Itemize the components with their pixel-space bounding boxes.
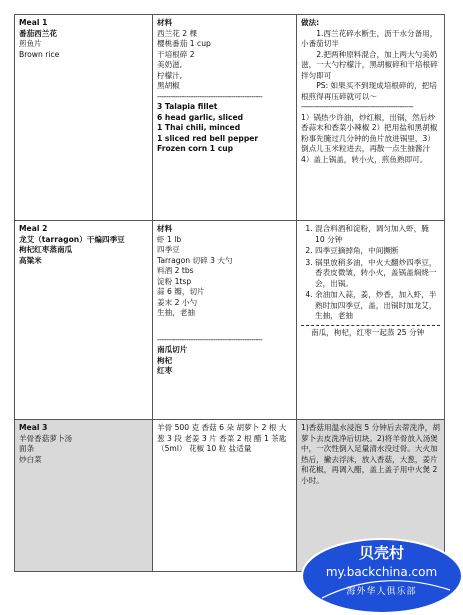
ingredient-line-bold: 南瓜切片 xyxy=(157,345,188,354)
meal-2-dish: 龙艾（tarragon）干煸四季豆 xyxy=(19,234,125,244)
method-paragraph: 2.把两种原料混合，加上两大勺美奶滋，一大勺柠檬汁，黑胡椒碎和干培根碎拌匀即可 xyxy=(301,49,438,80)
meal-2-method-cell xyxy=(297,221,445,420)
ingredient-line: 虾 1 lb xyxy=(157,234,182,244)
watermark-subtitle: 海外华人俱乐部 xyxy=(346,587,417,597)
method-paragraph: 1.西兰花碎水断生，沥干水分备用，小番茄切半 xyxy=(301,28,438,48)
ingredient-line-bold: 1 sliced red bell pepper xyxy=(157,133,259,143)
meal-2-dish: 枸杞红枣蒸南瓜 xyxy=(19,245,73,254)
meal-1-side: 煎鱼片 xyxy=(19,39,42,48)
dashed-separator: ----------------------------------------------- xyxy=(157,334,263,344)
meal-2-name-cell xyxy=(15,221,153,420)
method-step: 3. 锅里放稍多油，中火大翻炒四季豆，香表皮微皱，转小火，盖锅盖焖烧一会，出锅。 xyxy=(315,258,440,290)
method-paragraph: PS: 如果买不到现成培根碎的，把培根煎得再压碎就可以～ xyxy=(301,81,437,101)
meal-1-ingredients-cell xyxy=(153,15,297,221)
meal-2-title: Meal 2 xyxy=(19,224,48,233)
ingredient-line: 蒜 6 瓣，切片 xyxy=(157,287,205,296)
meal-3-dish: 面条 xyxy=(19,444,35,453)
watermark-url: my.backchina.com xyxy=(325,565,438,579)
meal-2-ingredients-cell xyxy=(153,221,297,420)
dashed-separator: ----------------------------------------------- xyxy=(157,91,263,101)
ingredient-line-bold: 6 head garlic, sliced xyxy=(157,112,244,122)
meal-1-side: Brown rice xyxy=(19,49,60,59)
method-heading: 做法: xyxy=(301,18,320,27)
ingredient-line: 料酒 2 tbs xyxy=(157,266,194,275)
ingredient-line: 四季豆 xyxy=(157,245,180,254)
method-paragraph: 1)香菇用温水浸泡 5 分钟后去蒂洗净，胡萝卜去皮洗净后切块。2)将羊骨放入汤煲中，一次性倒入足量清水没过骨。大火加热后，撇去浮沫，放入香菇，大葱，姜片和花椒，再调入醋，盖上盖子用中火煲 2 小时。 xyxy=(301,423,440,485)
meal-3-title: Meal 3 xyxy=(19,423,48,432)
ingredient-line: 樱桃番茄 1 cup xyxy=(157,39,211,48)
method-step: 4. 余油加入蒜，姜，炒香，加入虾，半熟时加四季豆，盖，出锅时加龙艾，生抽，老抽 xyxy=(315,290,440,322)
method-paragraph: 1）锅热少许油，炒红椒，出锅，然后炒香蒜末和香菜小辣椒 2）把用盐和黑胡椒粉事先腌过几分钟的鱼片放进锅里，3）倒点儿玉米粒进去，再散一点生抽酱汁 4）盖上锅盖，转小火，煎鱼熟即可。 xyxy=(301,112,438,164)
ingredients-text: 羊骨 500 克 香菇 6 朵 胡萝卜 2 根 大葱 3 段 老姜 3 片 香菜 2 根 醋 1 茶匙（5ml） 花椒 10 粒 盐适量 xyxy=(157,423,287,453)
meal-row-2 xyxy=(15,221,445,420)
meal-plan-table xyxy=(14,14,445,572)
dashed-separator: -------------------------------------------------- xyxy=(301,102,414,111)
ingredient-line: 淀粉 1tsp xyxy=(157,276,192,286)
ingredient-line: 西兰花 2 棵 xyxy=(157,28,198,38)
meal-1-method-cell xyxy=(297,15,445,221)
meal-row-1 xyxy=(15,15,445,221)
ingredients-heading: 材料 xyxy=(157,18,173,27)
method-steps-list xyxy=(301,224,440,322)
divider xyxy=(301,325,440,326)
meal-3-ingredients-cell xyxy=(153,420,297,572)
meal-3-name-cell xyxy=(15,420,153,572)
method-paragraph: 南瓜，枸杞，红枣一起蒸 25 分钟 xyxy=(311,327,425,337)
ingredient-line: 美奶滋, xyxy=(157,60,183,69)
ingredient-line: 干培根碎 2 xyxy=(157,49,195,59)
method-step: 1. 混合料酒和淀粉，调匀加入虾，腌 10 分钟 xyxy=(315,224,440,245)
ingredient-line-bold: 3 Talapia fillet xyxy=(157,102,218,111)
meal-1-name-cell xyxy=(15,15,153,221)
meal-3-dish: 炒白菜 xyxy=(19,454,42,464)
ingredient-line: 柠檬汁, xyxy=(157,70,183,80)
ingredient-line-bold: 1 Thai chili, minced xyxy=(157,123,241,132)
meal-3-dish: 羊骨香菇萝卜汤 xyxy=(19,433,73,443)
ingredient-line: 姜末 2 小勺 xyxy=(157,297,198,307)
ingredient-line: 黑胡椒 xyxy=(157,81,180,90)
ingredient-line-bold: Frozen corn 1 cup xyxy=(157,144,234,153)
meal-1-title: Meal 1 xyxy=(19,18,48,27)
method-step: 2. 四季豆摘掉角，中间撅断 xyxy=(315,246,440,257)
watermark-badge xyxy=(300,528,463,615)
ingredient-line: 生抽，老抽 xyxy=(157,308,195,317)
ingredients-heading: 材料 xyxy=(157,224,173,233)
ingredient-line-bold: 红枣 xyxy=(157,366,173,375)
watermark-title: 贝壳村 xyxy=(358,544,404,562)
ingredient-line: Tarragon 切碎 3 大勺 xyxy=(157,255,233,265)
meal-2-dish: 高粱米 xyxy=(19,255,42,265)
ingredient-line-bold: 枸杞 xyxy=(157,355,173,365)
meal-1-dish: 番茄西兰花 xyxy=(19,28,57,38)
